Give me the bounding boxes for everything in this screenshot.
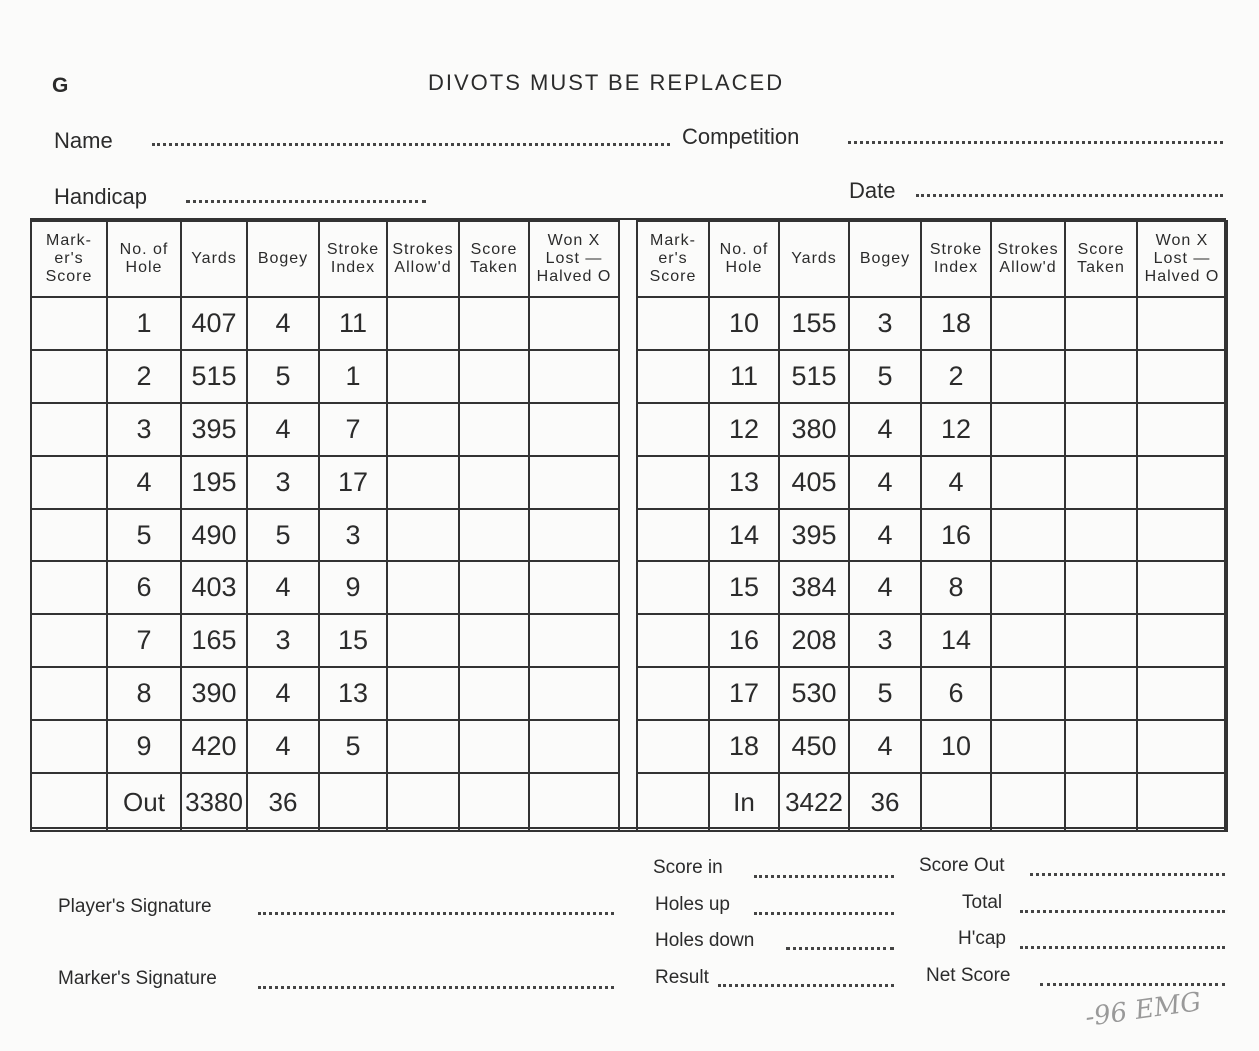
- yards-cell: 420: [181, 720, 247, 773]
- total-label: Out: [107, 773, 181, 831]
- strokes-allowed-cell[interactable]: [991, 403, 1065, 456]
- result-cell[interactable]: [1137, 614, 1227, 667]
- strokes-allowed-cell[interactable]: [991, 561, 1065, 614]
- bogey-cell: 4: [849, 720, 921, 773]
- marker-signature-label: Marker's Signature: [58, 968, 217, 989]
- result-cell[interactable]: [529, 350, 619, 403]
- hole-row: [637, 456, 1227, 509]
- total-markers-cell[interactable]: [31, 773, 107, 831]
- hole-number: 6: [107, 561, 181, 614]
- strokes-allowed-cell[interactable]: [387, 297, 459, 350]
- score-out-label: Score Out: [919, 855, 1005, 876]
- net-score-field[interactable]: [1040, 983, 1225, 986]
- yards-cell: 380: [779, 403, 849, 456]
- score-taken-cell[interactable]: [459, 509, 529, 562]
- front-header-cell: Strokes Allow'd: [387, 221, 459, 297]
- score-taken-cell[interactable]: [459, 561, 529, 614]
- hole-row: [637, 403, 1227, 456]
- strokes-allowed-cell[interactable]: [387, 456, 459, 509]
- stroke-index-cell: 7: [319, 403, 387, 456]
- markers-score-cell[interactable]: [637, 456, 709, 509]
- markers-score-cell[interactable]: [637, 614, 709, 667]
- markers-score-cell[interactable]: [637, 350, 709, 403]
- hole-row: [31, 509, 619, 562]
- score-taken-cell[interactable]: [1065, 614, 1137, 667]
- name-field[interactable]: [152, 143, 670, 146]
- stroke-index-cell: 18: [921, 297, 991, 350]
- strokes-allowed-cell[interactable]: [387, 350, 459, 403]
- total-row: [637, 773, 1227, 831]
- total-strokes-cell[interactable]: [991, 773, 1065, 831]
- bogey-cell: 5: [247, 350, 319, 403]
- result-label: Result: [655, 967, 709, 988]
- player-signature-field[interactable]: [258, 912, 614, 915]
- total-label: Total: [962, 892, 1003, 913]
- hole-row: [31, 720, 619, 773]
- stroke-index-cell: 14: [921, 614, 991, 667]
- pencil-annotation: -96 EMG: [1083, 987, 1204, 1033]
- hcap-field[interactable]: [1020, 946, 1225, 949]
- holes-up-field[interactable]: [754, 912, 894, 915]
- score-out-field[interactable]: [1030, 873, 1225, 876]
- strokes-allowed-cell[interactable]: [991, 720, 1065, 773]
- hole-number: 15: [709, 561, 779, 614]
- hole-number: 8: [107, 667, 181, 720]
- markers-score-cell[interactable]: [31, 561, 107, 614]
- score-taken-cell[interactable]: [1065, 720, 1137, 773]
- score-taken-cell[interactable]: [459, 403, 529, 456]
- score-taken-cell[interactable]: [459, 350, 529, 403]
- bogey-cell: 5: [247, 509, 319, 562]
- yards-cell: 405: [779, 456, 849, 509]
- markers-score-cell[interactable]: [31, 350, 107, 403]
- bogey-cell: 4: [247, 297, 319, 350]
- bogey-cell: 4: [247, 561, 319, 614]
- stroke-index-cell: 9: [319, 561, 387, 614]
- strokes-allowed-cell[interactable]: [387, 667, 459, 720]
- markers-score-cell[interactable]: [31, 297, 107, 350]
- total-markers-cell[interactable]: [637, 773, 709, 831]
- front-header-cell: Score Taken: [459, 221, 529, 297]
- handicap-label: Handicap: [54, 184, 147, 209]
- handicap-field[interactable]: [186, 200, 426, 203]
- total-score-cell[interactable]: [459, 773, 529, 831]
- holes-down-label: Holes down: [655, 930, 755, 951]
- markers-score-cell[interactable]: [31, 456, 107, 509]
- yards-cell: 390: [181, 667, 247, 720]
- hole-row: [637, 509, 1227, 562]
- yards-cell: 155: [779, 297, 849, 350]
- score-taken-cell[interactable]: [1065, 297, 1137, 350]
- stroke-index-cell: 13: [319, 667, 387, 720]
- yards-cell: 165: [181, 614, 247, 667]
- hole-row: [637, 614, 1227, 667]
- hole-number: 14: [709, 509, 779, 562]
- yards-cell: 195: [181, 456, 247, 509]
- score-taken-cell[interactable]: [459, 720, 529, 773]
- card-letter: G: [52, 74, 69, 97]
- date-field[interactable]: [916, 194, 1223, 197]
- bogey-cell: 4: [849, 561, 921, 614]
- bogey-cell: 3: [849, 297, 921, 350]
- strokes-allowed-cell[interactable]: [991, 297, 1065, 350]
- bogey-cell: 4: [247, 403, 319, 456]
- yards-cell: 384: [779, 561, 849, 614]
- holes-down-field[interactable]: [786, 947, 894, 950]
- front-header-cell: Yards: [181, 221, 247, 297]
- score-taken-cell[interactable]: [459, 456, 529, 509]
- competition-label: Competition: [682, 124, 800, 149]
- strokes-allowed-cell[interactable]: [991, 614, 1065, 667]
- hole-number: 11: [709, 350, 779, 403]
- result-cell[interactable]: [1137, 350, 1227, 403]
- hole-number: 3: [107, 403, 181, 456]
- total-yards: 3422: [779, 773, 849, 831]
- score-in-field[interactable]: [754, 875, 894, 878]
- stroke-index-cell: 10: [921, 720, 991, 773]
- stroke-index-cell: 15: [319, 614, 387, 667]
- result-cell[interactable]: [529, 720, 619, 773]
- bogey-cell: 3: [247, 456, 319, 509]
- yards-cell: 208: [779, 614, 849, 667]
- bogey-cell: 5: [849, 667, 921, 720]
- markers-score-cell[interactable]: [31, 614, 107, 667]
- hole-row: [31, 456, 619, 509]
- hole-number: 4: [107, 456, 181, 509]
- markers-score-cell[interactable]: [31, 509, 107, 562]
- score-taken-cell[interactable]: [459, 667, 529, 720]
- total-field[interactable]: [1020, 910, 1225, 913]
- player-signature-label: Player's Signature: [58, 896, 212, 917]
- card-title: DIVOTS MUST BE REPLACED: [428, 70, 785, 95]
- strokes-allowed-cell[interactable]: [991, 456, 1065, 509]
- bogey-cell: 3: [247, 614, 319, 667]
- stroke-index-cell: 3: [319, 509, 387, 562]
- result-cell[interactable]: [529, 614, 619, 667]
- strokes-allowed-cell[interactable]: [387, 614, 459, 667]
- result-cell[interactable]: [529, 561, 619, 614]
- date-label: Date: [849, 178, 896, 203]
- yards-cell: 515: [181, 350, 247, 403]
- markers-score-cell[interactable]: [31, 403, 107, 456]
- result-cell[interactable]: [1137, 297, 1227, 350]
- stroke-index-cell: 11: [319, 297, 387, 350]
- hcap-label: H'cap: [958, 928, 1006, 949]
- yards-cell: 403: [181, 561, 247, 614]
- result-cell[interactable]: [1137, 509, 1227, 562]
- result-cell[interactable]: [1137, 403, 1227, 456]
- strokes-allowed-cell[interactable]: [991, 350, 1065, 403]
- back-header-cell: Strokes Allow'd: [991, 221, 1065, 297]
- holes-up-label: Holes up: [655, 894, 730, 915]
- score-taken-cell[interactable]: [459, 614, 529, 667]
- score-in-label: Score in: [653, 857, 723, 878]
- result-cell[interactable]: [1137, 561, 1227, 614]
- stroke-index-cell: 16: [921, 509, 991, 562]
- hole-row: [31, 667, 619, 720]
- hole-row: [31, 403, 619, 456]
- back-header-cell: Score Taken: [1065, 221, 1137, 297]
- result-cell[interactable]: [529, 667, 619, 720]
- yards-cell: 490: [181, 509, 247, 562]
- yards-cell: 407: [181, 297, 247, 350]
- back-header-cell: Yards: [779, 221, 849, 297]
- score-taken-cell[interactable]: [1065, 350, 1137, 403]
- result-cell[interactable]: [529, 509, 619, 562]
- total-index-cell[interactable]: [319, 773, 387, 831]
- yards-cell: 530: [779, 667, 849, 720]
- front-header-cell: No. of Hole: [107, 221, 181, 297]
- total-bogey: 36: [247, 773, 319, 831]
- result-field[interactable]: [718, 984, 894, 987]
- total-score-cell[interactable]: [1065, 773, 1137, 831]
- strokes-allowed-cell[interactable]: [991, 509, 1065, 562]
- yards-cell: 515: [779, 350, 849, 403]
- markers-score-cell[interactable]: [637, 509, 709, 562]
- bogey-cell: 4: [247, 667, 319, 720]
- stroke-index-cell: 5: [319, 720, 387, 773]
- stroke-index-cell: 4: [921, 456, 991, 509]
- hole-number: 12: [709, 403, 779, 456]
- hole-row: [637, 720, 1227, 773]
- result-cell[interactable]: [1137, 720, 1227, 773]
- bogey-cell: 4: [849, 456, 921, 509]
- bogey-cell: 3: [849, 614, 921, 667]
- net-score-label: Net Score: [926, 965, 1011, 986]
- total-yards: 3380: [181, 773, 247, 831]
- markers-score-cell[interactable]: [31, 667, 107, 720]
- hole-row: [637, 350, 1227, 403]
- score-taken-cell[interactable]: [459, 297, 529, 350]
- table-bottom-rule: [30, 827, 1226, 829]
- hole-row: [31, 561, 619, 614]
- strokes-allowed-cell[interactable]: [387, 720, 459, 773]
- total-strokes-cell[interactable]: [387, 773, 459, 831]
- score-taken-cell[interactable]: [1065, 403, 1137, 456]
- bogey-cell: 5: [849, 350, 921, 403]
- score-taken-cell[interactable]: [1065, 456, 1137, 509]
- result-cell[interactable]: [529, 297, 619, 350]
- hole-number: 16: [709, 614, 779, 667]
- front-nine-table: [30, 220, 618, 832]
- hole-row: [31, 297, 619, 350]
- hole-row: [637, 561, 1227, 614]
- result-cell[interactable]: [1137, 456, 1227, 509]
- name-label: Name: [54, 128, 113, 153]
- score-taken-cell[interactable]: [1065, 561, 1137, 614]
- front-header-cell: Mark-er's Score: [31, 221, 107, 297]
- markers-score-cell[interactable]: [637, 297, 709, 350]
- markers-score-cell[interactable]: [637, 720, 709, 773]
- strokes-allowed-cell[interactable]: [387, 403, 459, 456]
- hole-number: 5: [107, 509, 181, 562]
- hole-number: 13: [709, 456, 779, 509]
- marker-signature-field[interactable]: [258, 986, 614, 989]
- back-header-cell: Stroke Index: [921, 221, 991, 297]
- front-header-cell: Stroke Index: [319, 221, 387, 297]
- strokes-allowed-cell[interactable]: [387, 509, 459, 562]
- hole-number: 18: [709, 720, 779, 773]
- competition-field[interactable]: [848, 141, 1223, 144]
- hole-number: 17: [709, 667, 779, 720]
- stroke-index-cell: 8: [921, 561, 991, 614]
- total-result-cell[interactable]: [529, 773, 619, 831]
- score-taken-cell[interactable]: [1065, 667, 1137, 720]
- front-header-cell: Bogey: [247, 221, 319, 297]
- strokes-allowed-cell[interactable]: [387, 561, 459, 614]
- total-bogey: 36: [849, 773, 921, 831]
- total-label: In: [709, 773, 779, 831]
- back-header-cell: Mark-er's Score: [637, 221, 709, 297]
- bogey-cell: 4: [849, 403, 921, 456]
- markers-score-cell[interactable]: [637, 667, 709, 720]
- bogey-cell: 4: [247, 720, 319, 773]
- hole-row: [31, 350, 619, 403]
- yards-cell: 395: [181, 403, 247, 456]
- markers-score-cell[interactable]: [31, 720, 107, 773]
- total-index-cell[interactable]: [921, 773, 991, 831]
- yards-cell: 450: [779, 720, 849, 773]
- back-nine-table: [636, 220, 1226, 832]
- score-taken-cell[interactable]: [1065, 509, 1137, 562]
- hole-number: 2: [107, 350, 181, 403]
- hole-number: 7: [107, 614, 181, 667]
- hole-row: [31, 614, 619, 667]
- total-row: [31, 773, 619, 831]
- stroke-index-cell: 12: [921, 403, 991, 456]
- stroke-index-cell: 1: [319, 350, 387, 403]
- markers-score-cell[interactable]: [637, 403, 709, 456]
- hole-row: [637, 667, 1227, 720]
- strokes-allowed-cell[interactable]: [991, 667, 1065, 720]
- back-header-cell: Bogey: [849, 221, 921, 297]
- result-cell[interactable]: [529, 403, 619, 456]
- result-cell[interactable]: [529, 456, 619, 509]
- bogey-cell: 4: [849, 509, 921, 562]
- total-result-cell[interactable]: [1137, 773, 1227, 831]
- result-cell[interactable]: [1137, 667, 1227, 720]
- markers-score-cell[interactable]: [637, 561, 709, 614]
- hole-number: 10: [709, 297, 779, 350]
- hole-number: 9: [107, 720, 181, 773]
- front-header-cell: Won X Lost — Halved O: [529, 221, 619, 297]
- back-header-cell: No. of Hole: [709, 221, 779, 297]
- back-header-cell: Won X Lost — Halved O: [1137, 221, 1227, 297]
- stroke-index-cell: 17: [319, 456, 387, 509]
- hole-row: [637, 297, 1227, 350]
- yards-cell: 395: [779, 509, 849, 562]
- stroke-index-cell: 2: [921, 350, 991, 403]
- hole-number: 1: [107, 297, 181, 350]
- stroke-index-cell: 6: [921, 667, 991, 720]
